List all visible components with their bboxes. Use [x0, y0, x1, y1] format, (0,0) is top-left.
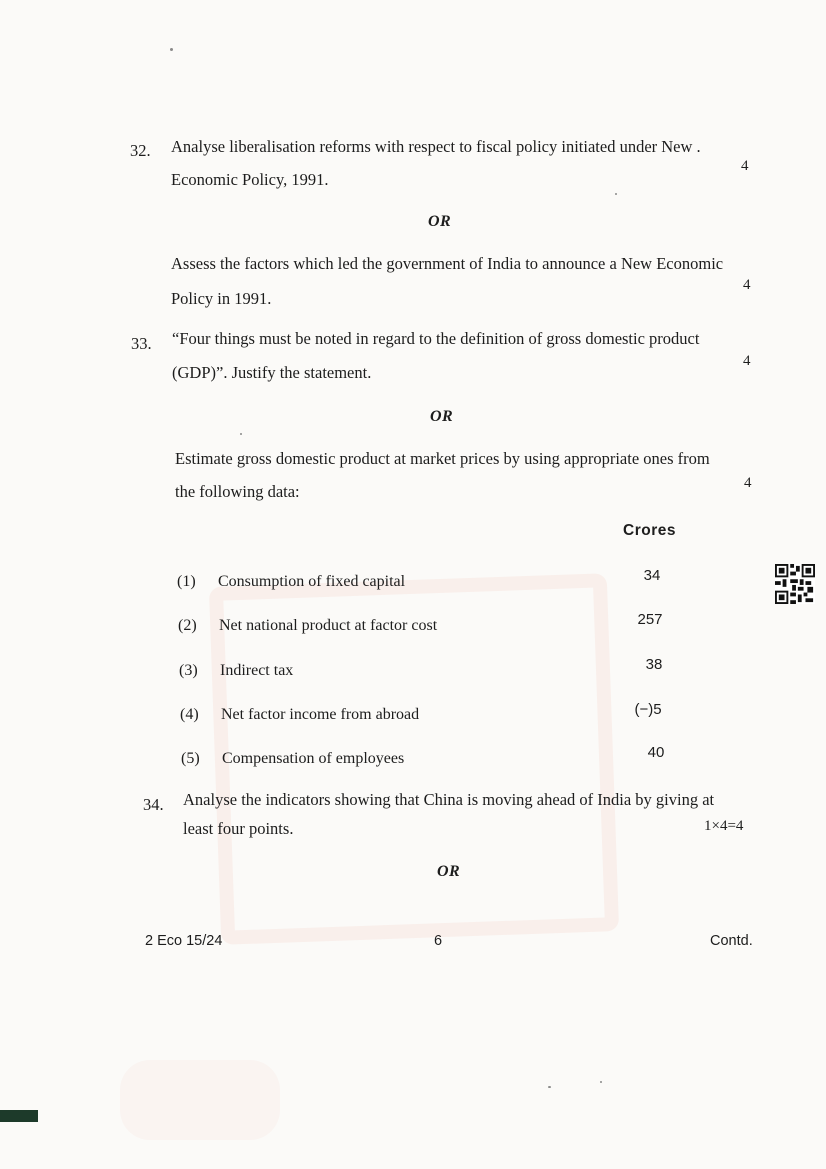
item-3-value: 38 — [645, 656, 663, 673]
q34-number: 34. — [143, 795, 164, 814]
q32-marks: 4 — [741, 158, 749, 174]
q33-number: 33. — [131, 334, 152, 353]
scan-edge-mark — [0, 1110, 38, 1122]
item-2-number: (2) — [178, 617, 197, 634]
item-3-number: (3) — [179, 662, 198, 679]
q32-alt-text-line2: Policy in 1991. — [171, 289, 272, 308]
scan-speck — [170, 48, 173, 51]
q33-alt-text-line2: the following data: — [175, 482, 300, 501]
q32-or: OR — [428, 213, 452, 230]
footer-page-number: 6 — [434, 933, 443, 949]
item-1-number: (1) — [177, 573, 196, 590]
item-4-label: Net factor income from abroad — [221, 706, 420, 723]
item-5-number: (5) — [181, 750, 200, 767]
scan-speck — [615, 193, 617, 195]
q33-text-line1: “Four things must be noted in regard to the definition of gross domestic product — [172, 329, 700, 348]
table-header-crores: Crores — [623, 522, 676, 539]
q33-marks: 4 — [743, 353, 751, 369]
item-2-label: Net national product at factor cost — [219, 617, 438, 634]
item-2-value: 257 — [637, 611, 663, 628]
q32-number: 32. — [130, 141, 151, 160]
q32-text-line1: Analyse liberalisation reforms with respect to fiscal policy initiated under New . — [171, 137, 701, 156]
item-1-value: 34 — [643, 567, 661, 584]
q33-alt-text-line1: Estimate gross domestic product at market prices by using appropriate ones from — [175, 449, 710, 468]
item-4-number: (4) — [180, 706, 199, 723]
item-5-label: Compensation of employees — [222, 750, 405, 767]
scan-speck — [600, 1081, 602, 1083]
qr-code-icon — [775, 564, 815, 604]
q33-alt-marks: 4 — [744, 475, 752, 491]
q34-marks: 1×4=4 — [704, 818, 744, 834]
item-4-value: (−)5 — [634, 701, 662, 718]
item-3-label: Indirect tax — [220, 662, 294, 679]
footer-contd: Contd. — [710, 933, 753, 949]
q34-text-line1: Analyse the indicators showing that China is moving ahead of India by giving at — [183, 790, 715, 809]
q32-alt-text-line1: Assess the factors which led the government of India to announce a New Economic — [171, 254, 724, 273]
q33-or: OR — [430, 408, 454, 425]
scan-speck — [548, 1086, 551, 1088]
footer-paper-code: 2 Eco 15/24 — [145, 933, 223, 949]
scan-speck — [240, 433, 242, 435]
q32-alt-marks: 4 — [743, 277, 751, 293]
item-5-value: 40 — [647, 744, 665, 761]
faded-stamp-lower — [120, 1060, 280, 1140]
q32-text-line2: Economic Policy, 1991. — [171, 170, 329, 189]
item-1-label: Consumption of fixed capital — [218, 573, 406, 590]
q34-or: OR — [437, 863, 461, 880]
q34-text-line2: least four points. — [183, 819, 294, 838]
q33-text-line2: (GDP)”. Justify the statement. — [172, 363, 372, 382]
